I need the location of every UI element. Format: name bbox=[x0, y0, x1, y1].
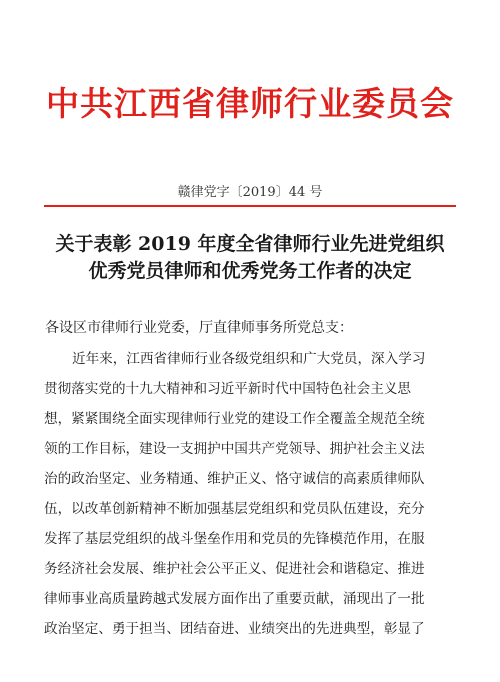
body-text-line: 务经济社会发展、维护社会公平正义、促进社会和谐稳定、推进 bbox=[44, 561, 425, 577]
body-text-line: 发挥了基层党组织的战斗堡垒作用和党员的先锋模范作用，在服 bbox=[44, 531, 425, 547]
document-title-line-1: 关于表彰 2019 年度全省律师行业先进党组织 bbox=[55, 233, 445, 255]
organization-header: 中共江西省律师行业委员会 bbox=[46, 84, 454, 123]
body-text-line: 治的政治坚定、业务精通、维护正义、恪守诚信的高素质律师队 bbox=[44, 471, 425, 487]
body-text-line: 贯彻落实党的十九大精神和习近平新时代中国特色社会主义思 bbox=[44, 381, 412, 397]
document-number: 赣律党字〔2019〕44 号 bbox=[177, 185, 323, 200]
body-text-line: 伍，以改革创新精神不断加强基层党组织和党员队伍建设，充分 bbox=[44, 501, 425, 517]
body-text-line: 领的工作目标，建设一支拥护中国共产党领导、拥护社会主义法 bbox=[44, 441, 425, 457]
body-text-line: 政治坚定、勇于担当、团结奋进、业绩突出的先进典型，彰显了 bbox=[44, 621, 425, 637]
red-divider-line bbox=[44, 205, 456, 207]
document-title-line-2: 优秀党员律师和优秀党务工作者的决定 bbox=[88, 260, 412, 282]
body-text-line: 近年来，江西省律师行业各级党组织和广大党员，深入学习 bbox=[72, 351, 426, 367]
salutation: 各设区市律师行业党委，厅直律师事务所党总支： bbox=[45, 320, 353, 336]
body-text-line: 律师事业高质量跨越式发展方面作出了重要贡献，涌现出了一批 bbox=[44, 591, 425, 607]
body-text-line: 想，紧紧围绕全面实现律师行业党的建设工作全覆盖全规范全统 bbox=[44, 411, 425, 427]
